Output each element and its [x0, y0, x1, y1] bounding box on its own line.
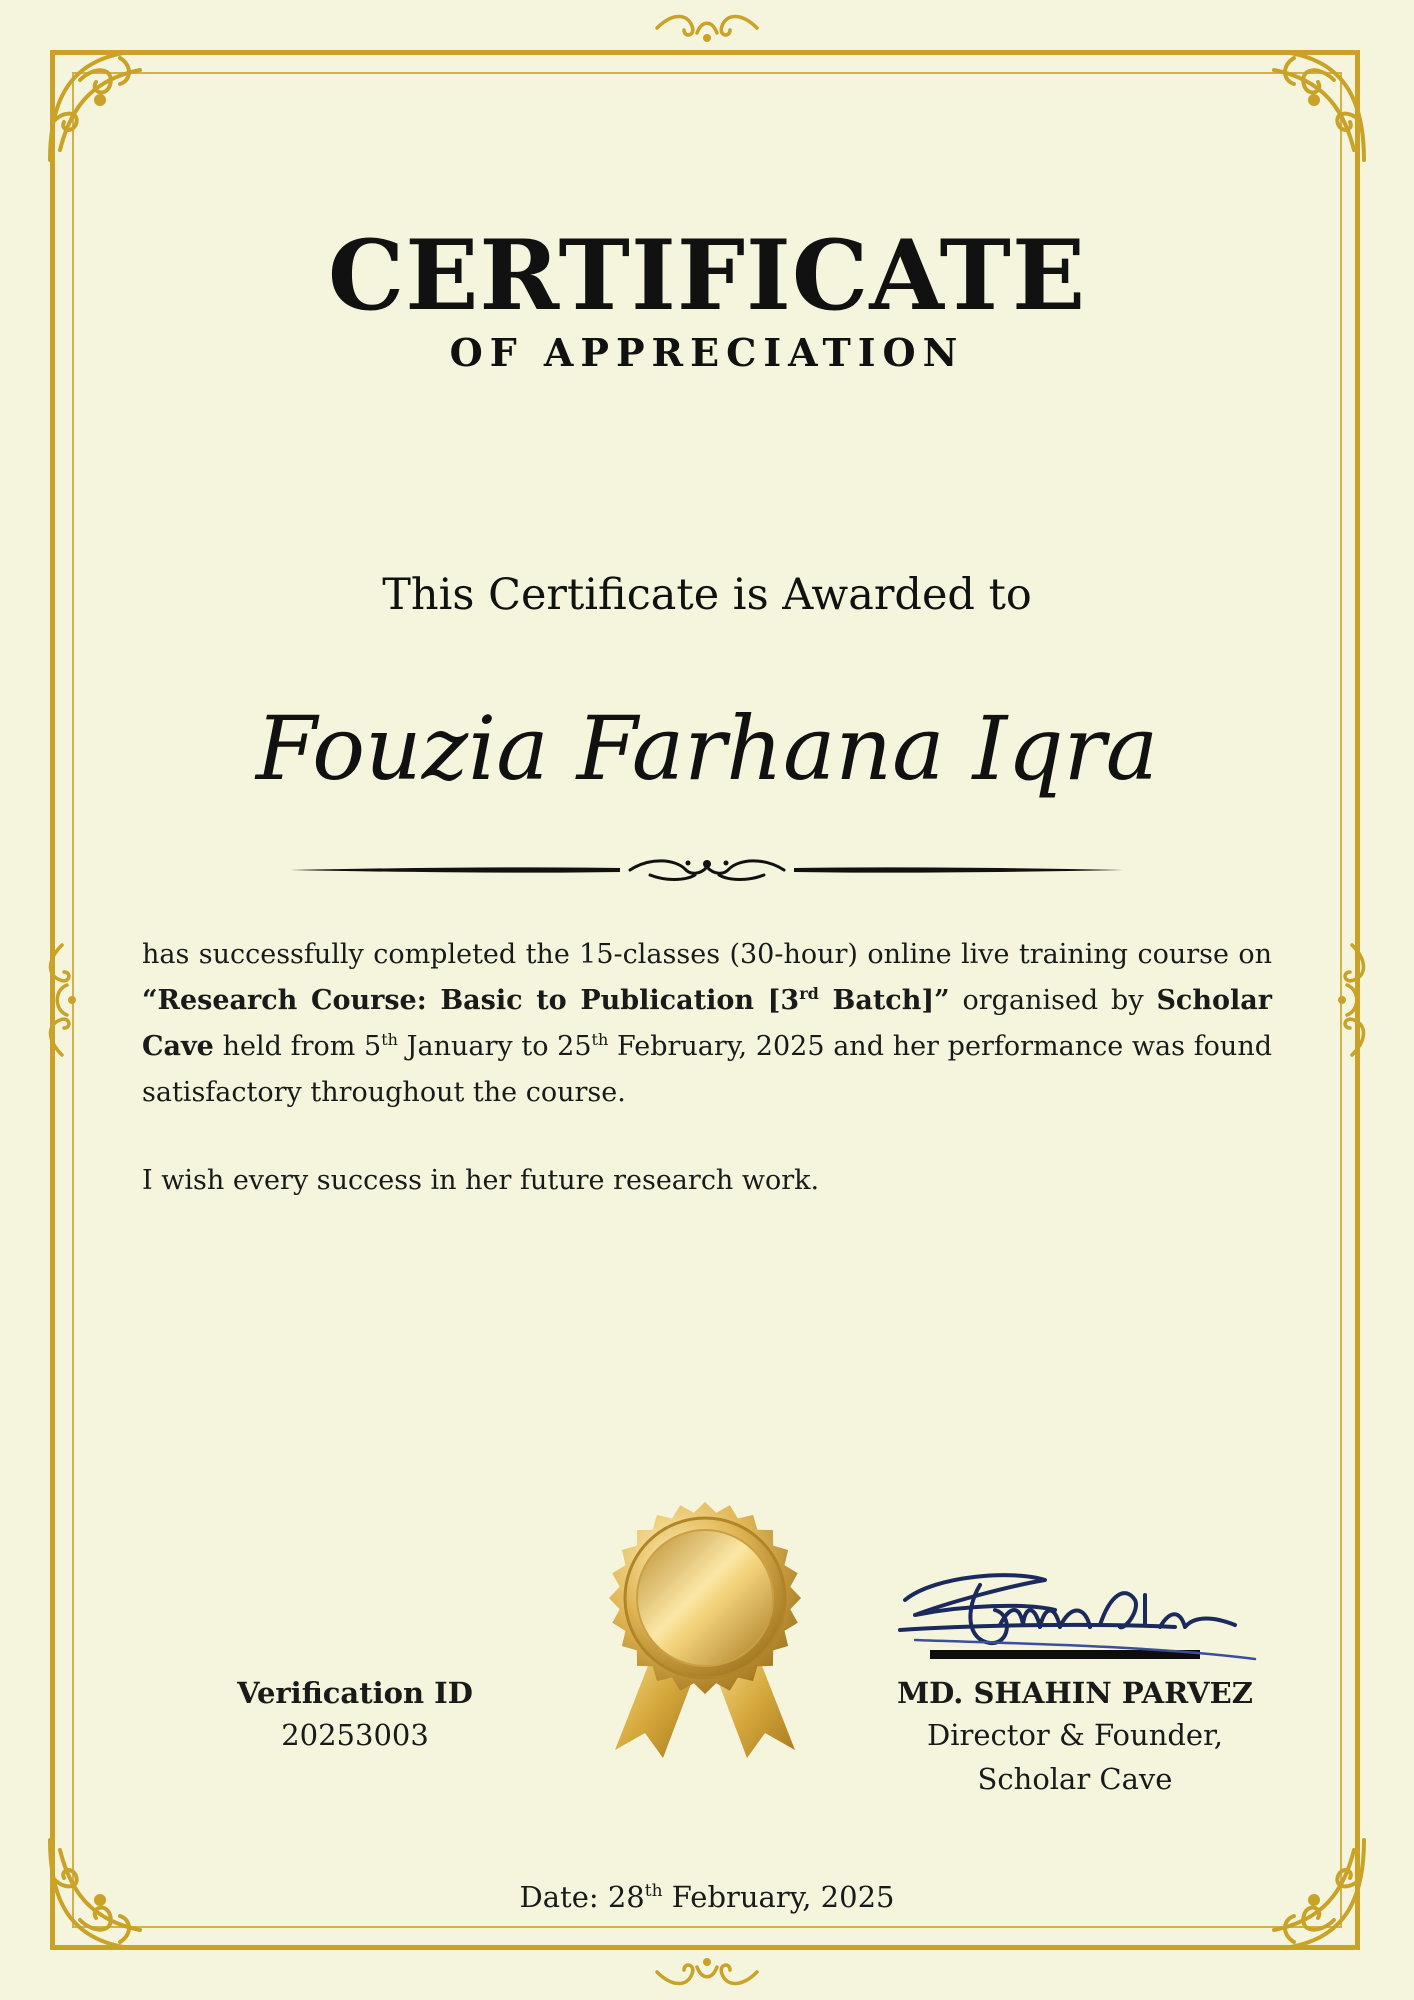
signatory-title: Director & Founder, [927, 1718, 1223, 1752]
gold-seal-icon [585, 1488, 825, 1758]
body-text-4: January to 25 [397, 1031, 592, 1062]
course-title [142, 985, 950, 1016]
top-center-ornament [652, 8, 762, 48]
course-title-end: Batch]” [818, 985, 950, 1016]
verification-id: 20253003 [281, 1718, 429, 1752]
corner-ornament-top-right [1244, 40, 1374, 170]
date-suffix: February, 2025 [662, 1880, 895, 1914]
wish-statement: I wish every success in her future research work. [142, 1165, 820, 1196]
course-title-superscript: rd [799, 984, 819, 1003]
signatory-name: MD. SHAHIN PARVEZ [897, 1676, 1253, 1710]
date-prefix: Date: 28 [519, 1880, 645, 1914]
organizer-name: Scholar Cave [142, 985, 1272, 1062]
course-title-text: “Research Course: Basic to Publication [3 [142, 985, 800, 1016]
body-text-5: February, 2025 and her performance was found satisfactory throughout the course. [142, 1031, 1272, 1108]
date-superscript: th [644, 1881, 663, 1901]
end-date-superscript: th [591, 1030, 609, 1049]
name-divider [290, 855, 1124, 885]
body-text-1: has successfully completed the 15-classes (30-hour) online live training course on [142, 939, 1272, 970]
signature-image [895, 1555, 1265, 1675]
left-side-ornament [42, 940, 82, 1060]
body-text-2: organised by [949, 985, 1157, 1016]
awarded-line: This Certificate is Awarded to [382, 570, 1032, 620]
certificate-subtitle: OF APPRECIATION [449, 330, 965, 375]
certificate-title: CERTIFICATE [327, 219, 1087, 332]
corner-ornament-top-left [40, 40, 170, 170]
completion-statement [142, 932, 1272, 1116]
recipient-name: Fouzia Farhana Iqra [255, 697, 1159, 800]
right-side-ornament [1332, 940, 1372, 1060]
bottom-center-ornament [652, 1952, 762, 1992]
issue-date [0, 1880, 1414, 1914]
body-text-3: held from 5 [213, 1031, 382, 1062]
start-date-superscript: th [381, 1030, 398, 1049]
signatory-organization: Scholar Cave [977, 1762, 1173, 1796]
verification-label: Verification ID [237, 1676, 473, 1710]
